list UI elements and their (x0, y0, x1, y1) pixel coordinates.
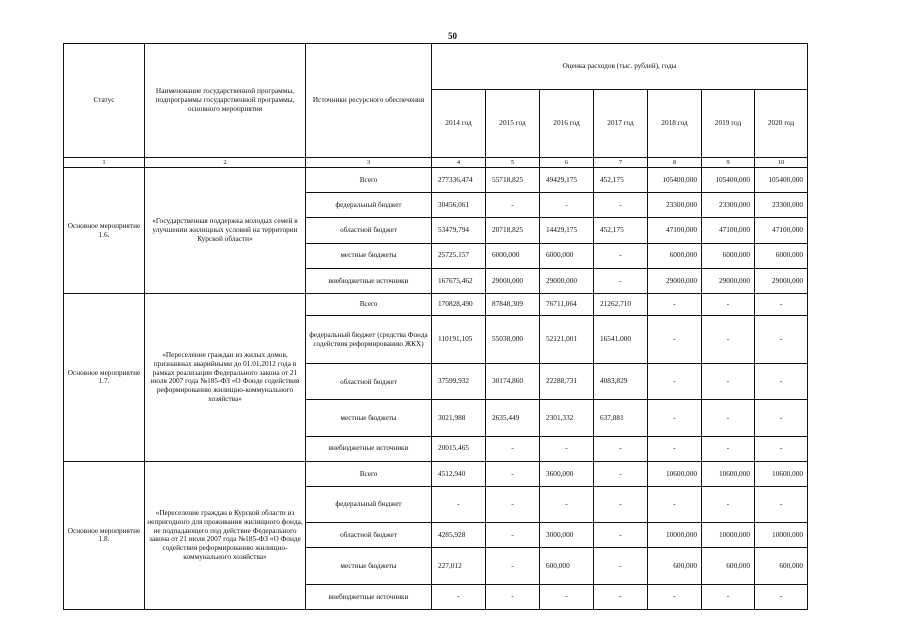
section-name: «Переселение граждан в Курской области из непригодного для проживания жилищного фонда, не подпадающего под действие Федерального закона от 21 июля 2007 года №185-ФЗ «О Фонде содействия реформированию жилищно-коммунального хозяйства» (145, 461, 306, 609)
amount-cell: - (648, 400, 702, 436)
funding-source: местные бюджеты (306, 243, 432, 268)
amount-cell: 55718,825 (486, 168, 540, 193)
amount-cell: - (755, 364, 808, 400)
amount-cell: 29000,000 (540, 268, 594, 293)
column-number: 6 (540, 158, 594, 168)
section-status: Основное мероприятие 1.6. (64, 168, 145, 294)
header-year: 2020 год (755, 90, 808, 158)
amount-cell: 277336,474 (432, 168, 486, 193)
amount-cell: - (594, 523, 648, 548)
amount-cell: 105400,000 (702, 168, 755, 193)
amount-cell: 22288,731 (540, 364, 594, 400)
amount-cell: 14429,175 (540, 218, 594, 243)
amount-cell: - (755, 294, 808, 316)
amount-cell: 29000,000 (755, 268, 808, 293)
amount-cell: 600,000 (702, 548, 755, 584)
amount-cell: 637,881 (594, 400, 648, 436)
column-number: 9 (702, 158, 755, 168)
amount-cell: 37599,932 (432, 364, 486, 400)
section-status: Основное мероприятие 1.7. (64, 294, 145, 462)
amount-cell: 105400,000 (755, 168, 808, 193)
amount-cell: - (702, 584, 755, 609)
amount-cell: 10600,000 (648, 461, 702, 486)
amount-cell: 47100,000 (702, 218, 755, 243)
amount-cell: - (648, 487, 702, 523)
amount-cell: 10600,000 (702, 461, 755, 486)
amount-cell: - (702, 364, 755, 400)
amount-cell: 47100,000 (755, 218, 808, 243)
amount-cell: - (648, 364, 702, 400)
amount-cell: - (486, 487, 540, 523)
amount-cell: - (594, 461, 648, 486)
amount-cell: 6000,000 (486, 243, 540, 268)
amount-cell: 6000,000 (540, 243, 594, 268)
header-sources: Источники ресурсного обеспечения (306, 44, 432, 158)
amount-cell: 23300,000 (702, 193, 755, 218)
header-name: Наименование государственной программы, подпрограммы государственной программы, основного мероприятия (145, 44, 306, 158)
section-name: «Переселение граждан из жилых домов, признанных аварийными до 01.01.2012 года в рамках реализации Федерального закона от 21 июля 2007 года №185-ФЗ «О Фонде содействия реформированию жилищно-коммунального хозяйства» (145, 294, 306, 462)
amount-cell: - (648, 584, 702, 609)
amount-cell: 10000,000 (755, 523, 808, 548)
amount-cell: - (594, 487, 648, 523)
amount-cell: 16541,000 (594, 316, 648, 364)
table-body (64, 168, 808, 610)
amount-cell: - (702, 487, 755, 523)
funding-source: федеральный бюджет (306, 193, 432, 218)
amount-cell: - (755, 487, 808, 523)
amount-cell: - (486, 584, 540, 609)
amount-cell: - (486, 523, 540, 548)
amount-cell: 47100,000 (648, 218, 702, 243)
amount-cell: 25725,157 (432, 243, 486, 268)
amount-cell: 87848,309 (486, 294, 540, 316)
amount-cell: 29000,000 (486, 268, 540, 293)
section-name: «Государственная поддержка молодых семей в улучшении жилищных условий на территории Курской области» (145, 168, 306, 294)
amount-cell: - (540, 193, 594, 218)
amount-cell: 76711,064 (540, 294, 594, 316)
table-row (64, 168, 808, 193)
funding-source: областной бюджет (306, 364, 432, 400)
amount-cell: 29000,000 (648, 268, 702, 293)
amount-cell: 6000,000 (648, 243, 702, 268)
amount-cell: 227,012 (432, 548, 486, 584)
amount-cell: - (702, 436, 755, 461)
header-year: 2017 год (594, 90, 648, 158)
funding-source: Всего (306, 294, 432, 316)
amount-cell: 452,175 (594, 218, 648, 243)
column-number: 8 (648, 158, 702, 168)
amount-cell: 110191,105 (432, 316, 486, 364)
column-number: 2 (145, 158, 306, 168)
header-status: Статус (64, 44, 145, 158)
amount-cell: 3600,000 (540, 461, 594, 486)
amount-cell: 23300,000 (648, 193, 702, 218)
amount-cell: - (755, 584, 808, 609)
amount-cell: 20015,465 (432, 436, 486, 461)
header-year: 2016 год (540, 90, 594, 158)
funding-source: областной бюджет (306, 523, 432, 548)
amount-cell: 52121,001 (540, 316, 594, 364)
amount-cell: - (540, 436, 594, 461)
amount-cell: 600,000 (540, 548, 594, 584)
header-year: 2015 год (486, 90, 540, 158)
amount-cell: 10000,000 (648, 523, 702, 548)
section-status: Основное мероприятие 1.8. (64, 461, 145, 609)
funding-source: внебюджетные источники (306, 268, 432, 293)
column-number: 4 (432, 158, 486, 168)
amount-cell: - (594, 436, 648, 461)
amount-cell: 4512,940 (432, 461, 486, 486)
amount-cell: 600,000 (648, 548, 702, 584)
funding-source: федеральный бюджет (средства Фонда содействия реформированию ЖКХ) (306, 316, 432, 364)
amount-cell: 170828,490 (432, 294, 486, 316)
header-year: 2014 год (432, 90, 486, 158)
header-year: 2018 год (648, 90, 702, 158)
amount-cell: 55038,000 (486, 316, 540, 364)
funding-source: местные бюджеты (306, 400, 432, 436)
amount-cell: - (755, 436, 808, 461)
column-number: 7 (594, 158, 648, 168)
amount-cell: 21262,710 (594, 294, 648, 316)
amount-cell: 6000,000 (702, 243, 755, 268)
amount-cell: - (648, 436, 702, 461)
amount-cell: - (486, 436, 540, 461)
amount-cell: - (540, 584, 594, 609)
amount-cell: 23300,000 (755, 193, 808, 218)
amount-cell: 6000,000 (755, 243, 808, 268)
header-estimate: Оценка расходов (тыс. рублей), годы (432, 44, 808, 90)
table-row (64, 461, 808, 486)
column-number: 3 (306, 158, 432, 168)
amount-cell: - (702, 400, 755, 436)
amount-cell: - (594, 193, 648, 218)
funding-source: внебюджетные источники (306, 584, 432, 609)
column-number: 1 (64, 158, 145, 168)
amount-cell: - (702, 294, 755, 316)
amount-cell: - (594, 548, 648, 584)
amount-cell: 29000,000 (702, 268, 755, 293)
amount-cell: 30174,860 (486, 364, 540, 400)
amount-cell: 600,000 (755, 548, 808, 584)
funding-source: Всего (306, 168, 432, 193)
header-year: 2019 год (702, 90, 755, 158)
amount-cell: 53479,794 (432, 218, 486, 243)
amount-cell: 4083,829 (594, 364, 648, 400)
amount-cell: 167675,462 (432, 268, 486, 293)
amount-cell: 20718,825 (486, 218, 540, 243)
amount-cell: 3000,000 (540, 523, 594, 548)
column-number: 10 (755, 158, 808, 168)
amount-cell: - (755, 400, 808, 436)
amount-cell: - (432, 487, 486, 523)
page-number: 50 (448, 31, 457, 41)
amount-cell: - (648, 294, 702, 316)
amount-cell: 2635,449 (486, 400, 540, 436)
amount-cell: 2301,332 (540, 400, 594, 436)
amount-cell: - (486, 548, 540, 584)
funding-source: Всего (306, 461, 432, 486)
amount-cell: 105400,000 (648, 168, 702, 193)
amount-cell: 3021,988 (432, 400, 486, 436)
amount-cell: 452,175 (594, 168, 648, 193)
funding-source: местные бюджеты (306, 548, 432, 584)
amount-cell: 30456,061 (432, 193, 486, 218)
budget-table (63, 43, 808, 610)
funding-source: федеральный бюджет (306, 487, 432, 523)
amount-cell: - (594, 243, 648, 268)
amount-cell: - (432, 584, 486, 609)
table-row (64, 294, 808, 316)
amount-cell: - (594, 268, 648, 293)
column-number: 5 (486, 158, 540, 168)
amount-cell: 4285,928 (432, 523, 486, 548)
amount-cell: - (486, 461, 540, 486)
funding-source: областной бюджет (306, 218, 432, 243)
amount-cell: - (755, 316, 808, 364)
amount-cell: 49429,175 (540, 168, 594, 193)
amount-cell: - (702, 316, 755, 364)
funding-source: внебюджетные источники (306, 436, 432, 461)
amount-cell: 10000,000 (702, 523, 755, 548)
amount-cell: 10600,000 (755, 461, 808, 486)
amount-cell: - (486, 193, 540, 218)
amount-cell: - (594, 584, 648, 609)
amount-cell: - (648, 316, 702, 364)
amount-cell: - (540, 487, 594, 523)
